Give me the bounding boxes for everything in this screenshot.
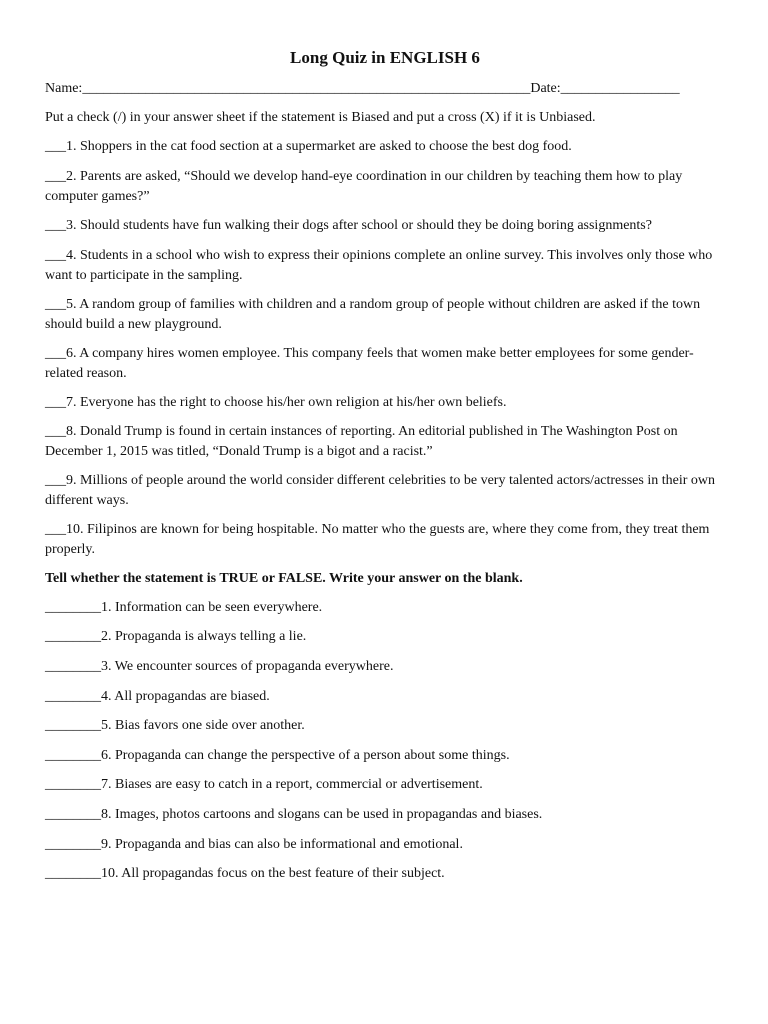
truefalse-item-10: ________10. All propagandas focus on the best feature of their subject. (45, 866, 445, 881)
truefalse-item-9: ________9. Propaganda and bias can also be informational and emotional. (45, 837, 463, 852)
instructions: Put a check (/) in your answer sheet if the statement is Biased and put a cross (X) if it is Unbiased. (45, 110, 596, 125)
truefalse-item-4: ________4. All propagandas are biased. (45, 689, 270, 704)
biased-item-9: ___9. Millions of people around the world consider different celebrities to be very talented actors/actresses in their own different ways. (45, 473, 715, 508)
biased-item-2: ___2. Parents are asked, “Should we develop hand-eye coordination in our children by teaching them how to play computer games?” (45, 169, 683, 204)
date-blank: _________________ (560, 81, 680, 96)
truefalse-item-6: ________6. Propaganda can change the perspective of a person about some things. (45, 748, 510, 763)
truefalse-item-8: ________8. Images, photos cartoons and slogans can be used in propagandas and biases. (45, 807, 543, 822)
biased-item-5: ___5. A random group of families with children and a random group of people without children are asked if the town should build a new playground. (45, 297, 701, 332)
truefalse-item-7: ________7. Biases are easy to catch in a report, commercial or advertisement. (45, 777, 483, 792)
truefalse-item-2: ________2. Propaganda is always telling a lie. (45, 629, 307, 644)
name-label: Name: (45, 81, 83, 96)
name-blank: ________________________________________________________________ (82, 81, 531, 96)
biased-item-7: ___7. Everyone has the right to choose his/her own religion at his/her own beliefs. (45, 395, 507, 410)
quiz-title: Long Quiz in ENGLISH 6 (290, 48, 480, 67)
name-date-line (45, 79, 680, 99)
biased-item-4: ___4. Students in a school who wish to express their opinions complete an online survey. This involves only those who want to participate in the sampling. (45, 248, 713, 283)
biased-item-1: ___1. Shoppers in the cat food section at a supermarket are asked to choose the best dog food. (45, 139, 572, 154)
biased-item-8: ___8. Donald Trump is found in certain instances of reporting. An editorial published in The Washington Post on December 1, 2015 was titled, “Donald Trump is a bigot and a racist.” (45, 424, 678, 459)
truefalse-item-5: ________5. Bias favors one side over another. (45, 718, 305, 733)
quiz-page (45, 0, 725, 1024)
biased-item-6: ___6. A company hires women employee. This company feels that women make better employees for some gender-related reason. (45, 346, 694, 381)
truefalse-item-1: ________1. Information can be seen everywhere. (45, 600, 323, 615)
truefalse-item-3: ________3. We encounter sources of propaganda everywhere. (45, 659, 394, 674)
part2-heading: Tell whether the statement is TRUE or FALSE. Write your answer on the blank. (45, 571, 523, 586)
biased-item-3: ___3. Should students have fun walking their dogs after school or should they be doing boring assignments? (45, 218, 652, 233)
date-label: Date: (530, 81, 561, 96)
biased-item-10: ___10. Filipinos are known for being hospitable. No matter who the guests are, where they come from, they treat them properly. (45, 522, 710, 557)
